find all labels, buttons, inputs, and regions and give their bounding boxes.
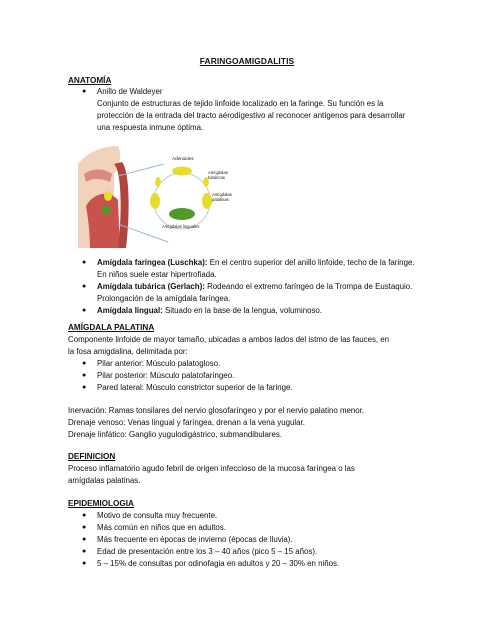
palatina-bullet: Pilar posterior: Músculo palatofaríngeo. bbox=[97, 371, 235, 380]
section-heading-definicion: DEFINICION bbox=[68, 452, 116, 461]
epidemiologia-bullet: Motivo de consulta muy frecuente. bbox=[97, 511, 218, 520]
item-text: Rodeando el extremo faríngeo de la Trompa de Eustaquio. bbox=[204, 282, 413, 291]
item-label: Amígdala lingual: bbox=[97, 306, 163, 315]
label-palatinas: palatinas bbox=[212, 197, 229, 202]
bullet-dot: ● bbox=[82, 307, 87, 314]
palatina-note: Inervación: Ramas tonsilares del nervio glosofaríngeo y por el nervio palatino menor. bbox=[68, 406, 365, 415]
bullet-dot: ● bbox=[82, 524, 87, 531]
palatina-note: Drenaje linfático: Ganglio yugulodigástrico, submandibulares. bbox=[68, 430, 283, 439]
palatina-right-shape bbox=[202, 193, 212, 209]
bullet-dot: ● bbox=[82, 372, 87, 379]
item-label: Amígdala tubárica (Gerlach): bbox=[97, 282, 205, 291]
adenoides-shape bbox=[172, 167, 192, 176]
label-palatinas: Amígdalas bbox=[212, 192, 232, 197]
waldeyer-ring-figure bbox=[78, 144, 244, 248]
definicion-line: amígdalas palatinas. bbox=[68, 476, 141, 485]
bullet-dot: ● bbox=[82, 259, 87, 266]
label-tubaricas: Amígdalas bbox=[208, 170, 228, 175]
item-text: Situado en la base de la lengua, voluminoso. bbox=[162, 306, 323, 315]
anillo-waldeyer-title: Anillo de Waldeyer bbox=[97, 87, 163, 96]
palatina-intro-line: la fosa amigdalina, delimitada por: bbox=[68, 347, 188, 356]
epidemiologia-bullet: Edad de presentación entre los 3 – 40 años (pico 5 – 15 años). bbox=[97, 547, 318, 556]
palatina-bullet: Pilar anterior: Músculo palatogloso. bbox=[97, 359, 221, 368]
document-title: FARINGOAMIGDALITIS bbox=[199, 56, 295, 66]
epidemiologia-bullet: Más frecuente en épocas de invierno (épocas de lluvia). bbox=[97, 535, 293, 544]
section-tonsil-shape bbox=[104, 191, 112, 201]
bullet-dot: ● bbox=[82, 560, 87, 567]
bullet-dot: ● bbox=[82, 512, 87, 519]
anillo-description-line: Conjunto de estructuras de tejido linfoide localizado en la faringe. Su función es la bbox=[97, 99, 384, 108]
lingual-shape bbox=[169, 208, 195, 220]
tongue-shape bbox=[86, 194, 120, 248]
bullet-dot: ● bbox=[82, 283, 87, 290]
item-luschka bbox=[97, 257, 415, 269]
bullet-dot: ● bbox=[82, 360, 87, 367]
item-lingual bbox=[97, 305, 322, 317]
epidemiologia-bullet: Más común en niños que en adultos. bbox=[97, 523, 226, 532]
section-lingual-shape bbox=[101, 206, 111, 214]
section-heading-amigdala-palatina: AMÍGDALA PALATINA bbox=[68, 323, 155, 332]
palatina-bullet: Pared lateral: Músculo constrictor superior de la faringe. bbox=[97, 383, 293, 392]
item-gerlach bbox=[97, 281, 412, 293]
section-heading-epidemiologia: EPIDEMIOLOGIA bbox=[68, 499, 134, 508]
item-label: Amígdala faríngea (Luschka): bbox=[97, 258, 208, 267]
palatina-note: Drenaje venoso: Venas lingual y faríngea, drenan a la vena yugular. bbox=[68, 418, 305, 427]
bullet-dot: ● bbox=[82, 536, 87, 543]
item-text: En el centro superior del anillo linfoide, techo de la faringe. bbox=[207, 258, 415, 267]
palatina-left-shape bbox=[150, 193, 160, 209]
ring-circle bbox=[154, 173, 210, 229]
anillo-description-line: protección de la entrada del tracto aérodigestivo al reconocer antígenos para desarrollar bbox=[97, 111, 406, 120]
bullet-dot: ● bbox=[82, 548, 87, 555]
label-adenoides: Adenoides bbox=[172, 156, 194, 161]
section-heading-anatomia: ANATOMÍA bbox=[68, 76, 112, 85]
bullet-dot: ● bbox=[82, 384, 87, 391]
palatina-intro-line: Componente linfoide de mayor tamaño, ubicadas a ambos lados del istmo de las fauces, en bbox=[68, 335, 390, 344]
label-linguales: Amígdalas linguales bbox=[162, 224, 200, 229]
bullet-dot: ● bbox=[82, 88, 87, 95]
tubarica-left-shape bbox=[155, 177, 161, 187]
item-continuation: En niños suele estar hipertrofiada. bbox=[97, 270, 217, 279]
item-continuation: Prolongación de la amígdala faríngea. bbox=[97, 294, 231, 303]
definicion-line: Proceso inflamatorio agudo febril de origen infeccioso de la mucosa faríngea o las bbox=[68, 464, 355, 473]
label-tubaricas: tubáricas bbox=[208, 175, 225, 180]
anillo-description-line: una respuesta inmune óptima. bbox=[97, 123, 204, 132]
epidemiologia-bullet: 5 – 15% de consultas por odinofagia en adultos y 20 – 30% en niños. bbox=[97, 559, 340, 568]
